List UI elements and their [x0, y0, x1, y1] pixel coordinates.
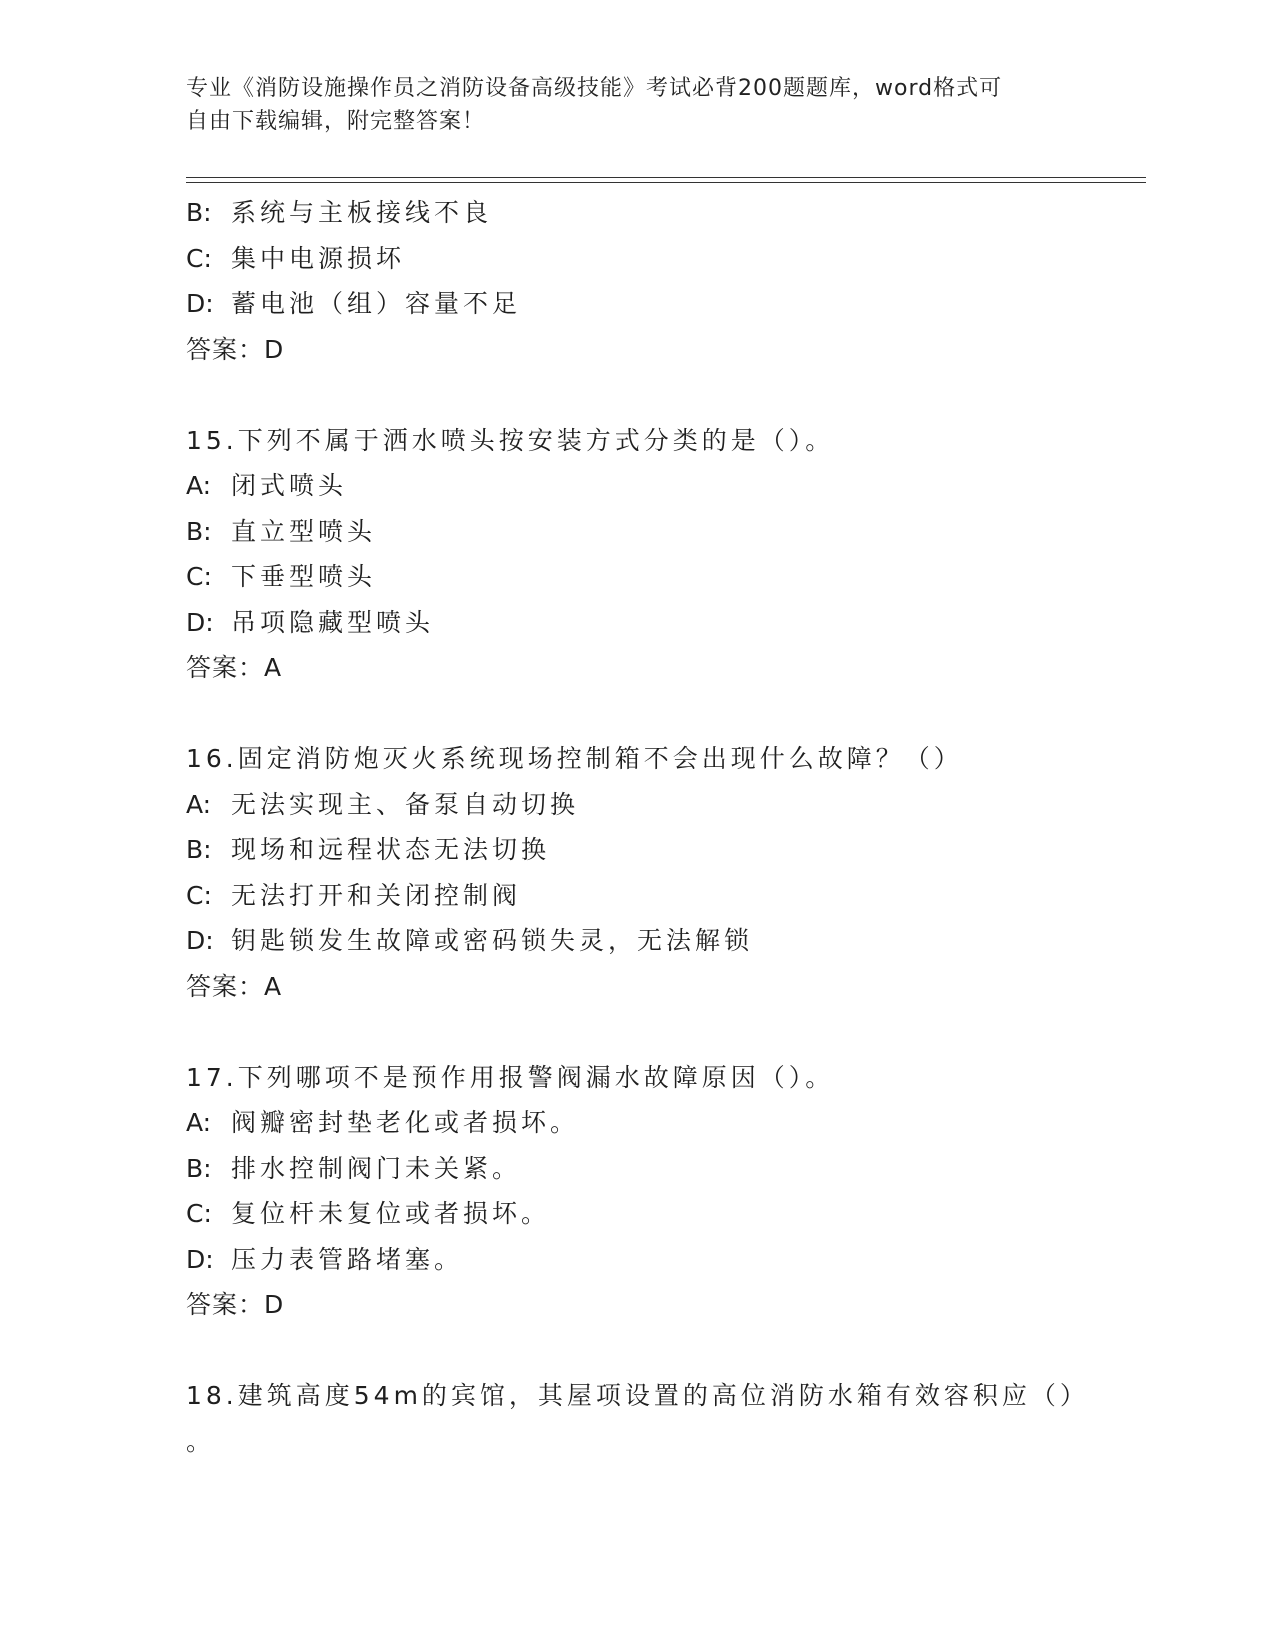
option-text: 吊项隐藏型喷头	[231, 607, 435, 637]
answer: 答案：A	[186, 971, 283, 1001]
option-label: C:	[186, 562, 212, 591]
answer: 答案：D	[186, 334, 285, 364]
spacer	[186, 691, 1106, 737]
header-divider-top	[186, 177, 1146, 178]
option-text: 无法实现主、备泵自动切换	[231, 789, 580, 819]
option-d	[186, 281, 1106, 327]
option-b	[186, 827, 1106, 873]
option-text: 系统与主板接线不良	[231, 198, 493, 227]
option-a	[186, 463, 1106, 509]
question-title: 18.建筑高度54m的宾馆，其屋项设置的高位消防水箱有效容积应（）	[186, 1381, 1089, 1410]
option-text: 蓄电池（组）容量不足	[231, 289, 522, 318]
question-15	[186, 418, 1106, 691]
question-17	[186, 1055, 1106, 1328]
option-text: 直立型喷头	[231, 516, 377, 546]
option-label: B:	[186, 516, 212, 546]
option-label: C:	[186, 1199, 212, 1228]
option-text: 复位杆未复位或者损坏。	[231, 1199, 551, 1228]
option-b	[186, 190, 1106, 236]
question-title: 15.下列不属于洒水喷头按安装方式分类的是（）。	[186, 425, 835, 455]
option-label: D:	[186, 926, 214, 955]
header-line-2: 自由下载编辑，附完整答案！	[186, 109, 486, 134]
header-line-1: 专业《消防设施操作员之消防设备高级技能》考试必背200题题库，word格式可	[186, 76, 1003, 101]
option-text: 闭式喷头	[231, 471, 348, 500]
option-a	[186, 1100, 1106, 1146]
option-text: 排水控制阀门未关紧。	[231, 1153, 522, 1183]
question-14	[186, 190, 1106, 372]
option-label: A:	[186, 471, 212, 500]
option-d	[186, 600, 1106, 646]
option-label: D:	[186, 607, 214, 637]
option-label: B:	[186, 835, 212, 864]
option-text: 集中电源损坏	[231, 243, 406, 273]
option-d	[186, 1237, 1106, 1283]
option-text: 无法打开和关闭控制阀	[231, 880, 522, 910]
question-list	[186, 190, 1106, 1464]
option-label: D:	[186, 289, 214, 318]
question-title: 16.固定消防炮灭火系统现场控制箱不会出现什么故障？（）	[186, 744, 963, 773]
option-label: A:	[186, 1108, 212, 1137]
option-text: 钥匙锁发生故障或密码锁失灵，无法解锁	[231, 926, 754, 955]
option-text: 压力表管路堵塞。	[231, 1244, 464, 1274]
option-text: 下垂型喷头	[231, 562, 377, 591]
option-label: C:	[186, 880, 212, 910]
option-label: D:	[186, 1244, 214, 1274]
option-label: B:	[186, 198, 212, 227]
spacer	[186, 1009, 1106, 1055]
question-title: 17.下列哪项不是预作用报警阀漏水故障原因（）。	[186, 1062, 835, 1092]
question-16	[186, 736, 1106, 1009]
option-label: A:	[186, 789, 212, 819]
option-b	[186, 1146, 1106, 1192]
question-title-continuation: 。	[186, 1426, 212, 1456]
option-c	[186, 1191, 1106, 1237]
option-text: 现场和远程状态无法切换	[231, 835, 551, 864]
header-divider-bottom	[186, 182, 1146, 183]
option-d	[186, 918, 1106, 964]
answer: 答案：D	[186, 1290, 285, 1319]
option-c	[186, 236, 1106, 282]
option-b	[186, 509, 1106, 555]
option-label: C:	[186, 243, 212, 273]
document-header	[186, 72, 1066, 138]
spacer	[186, 372, 1106, 418]
option-text: 阀瓣密封垫老化或者损坏。	[231, 1108, 580, 1137]
answer: 答案：A	[186, 653, 283, 682]
option-c	[186, 873, 1106, 919]
option-a	[186, 782, 1106, 828]
option-label: B:	[186, 1153, 212, 1183]
option-c	[186, 554, 1106, 600]
spacer	[186, 1328, 1106, 1374]
question-18	[186, 1373, 1106, 1464]
